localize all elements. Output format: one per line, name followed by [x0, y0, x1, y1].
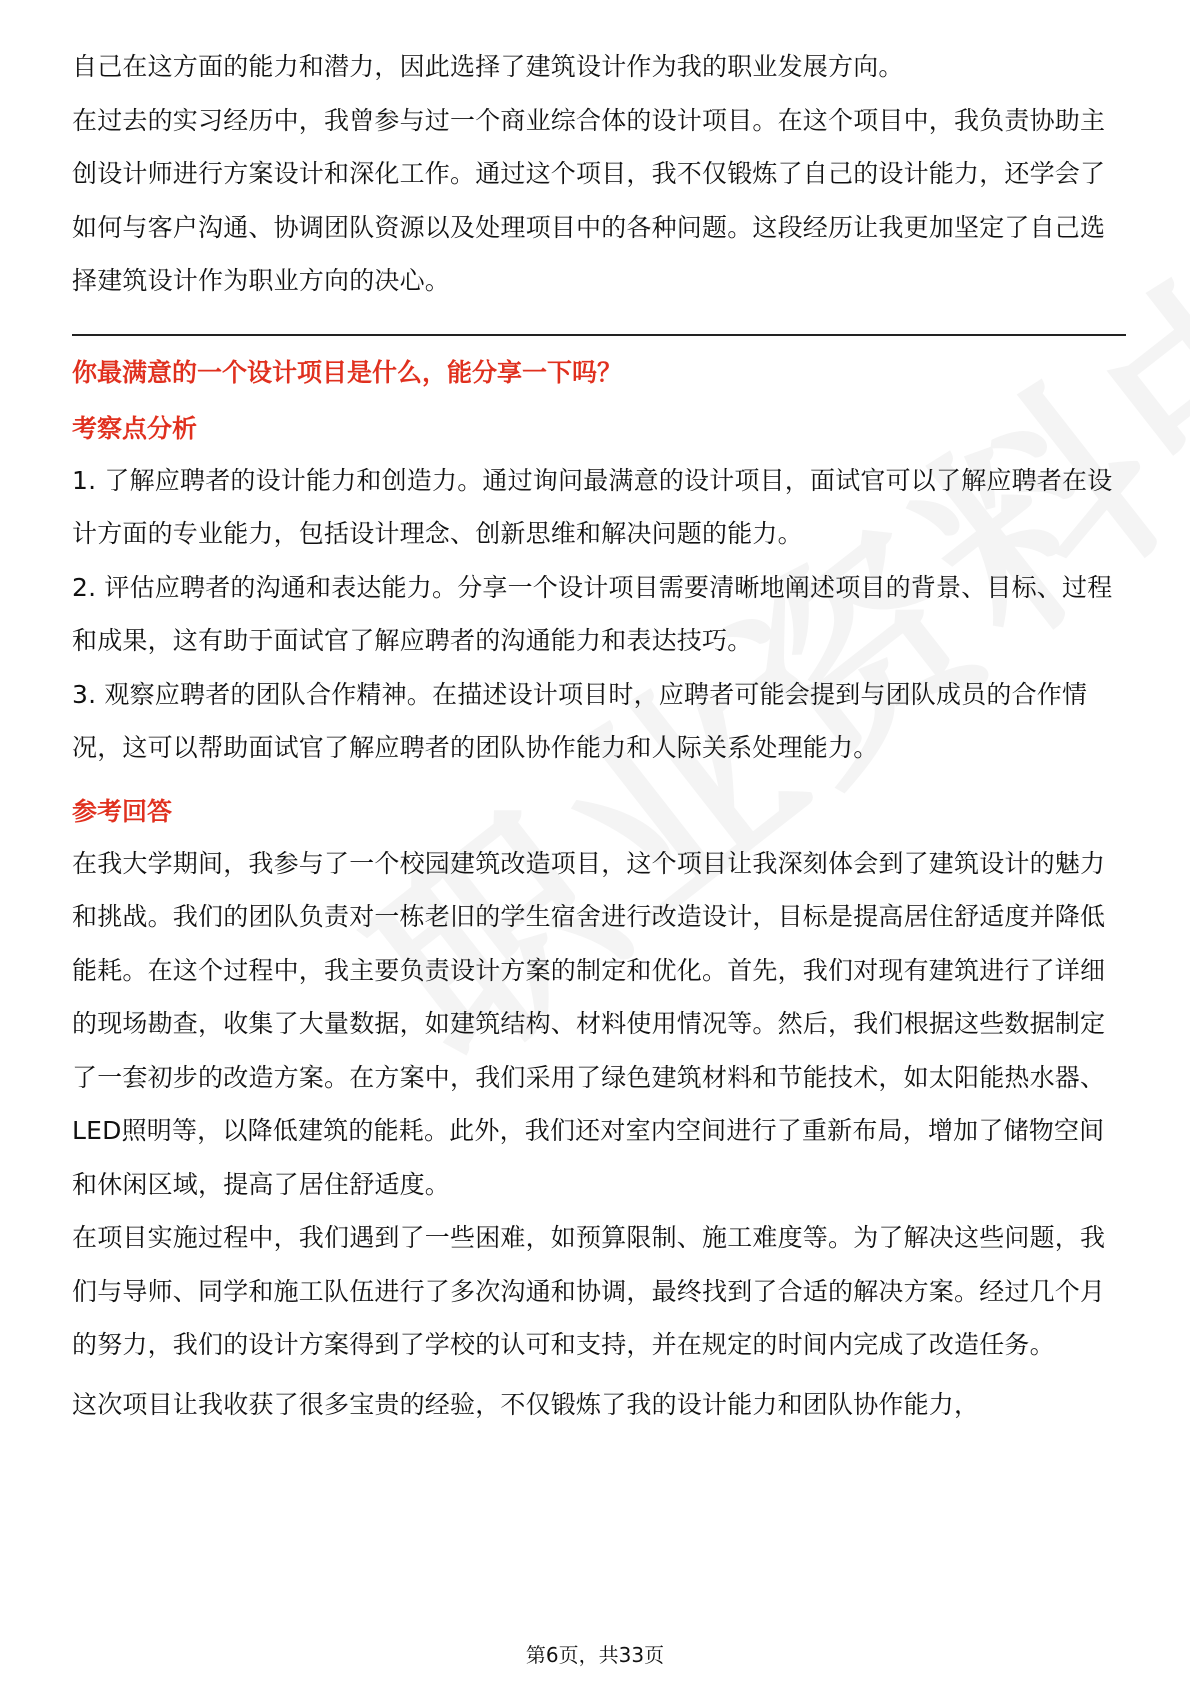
answer-paragraph-2: 在项目实施过程中，我们遇到了一些困难，如预算限制、施工难度等。为了解决这些问题，我们与导师、同学和施工队伍进行了多次沟通和协调，最终找到了合适的解决方案。经过几个月的努力，我们的设计方案得到了学校的认可和支持，并在规定的时间内完成了改造任务。 [72, 1223, 1106, 1359]
answer-heading: 参考回答 [72, 796, 173, 826]
section-divider [72, 334, 1126, 336]
answer-paragraph-1: 在我大学期间，我参与了一个校园建筑改造项目，这个项目让我深刻体会到了建筑设计的魅力和挑战。我们的团队负责对一栋老旧的学生宿舍进行改造设计，目标是提高居住舒适度并降低能耗。在这个过程中，我主要负责设计方案的制定和优化。首先，我们对现有建筑进行了详细的现场勘查，收集了大量数据，如建筑结构、材料使用情况等。然后，我们根据这些数据制定了一套初步的改造方案。在方案中，我们采用了绿色建筑材料和节能技术，如太阳能热水器、LED照明等，以降低建筑的能耗。此外，我们还对室内空间进行了重新布局，增加了储物空间和休闲区域，提高了居住舒适度。 [72, 848, 1106, 1199]
analysis-heading: 考察点分析 [72, 413, 198, 443]
analysis-item-2: 2. 评估应聘者的沟通和表达能力。分享一个设计项目需要清晰地阐述项目的背景、目标、过程和成果，这有助于面试官了解应聘者的沟通能力和表达技巧。 [72, 572, 1113, 655]
intro-paragraph: 在过去的实习经历中，我曾参与过一个商业综合体的设计项目。在这个项目中，我负责协助主创设计师进行方案设计和深化工作。通过这个项目，我不仅锻炼了自己的设计能力，还学会了如何与客户沟通、协调团队资源以及处理项目中的各种问题。这段经历让我更加坚定了自己选择建筑设计作为职业方向的决心。 [72, 105, 1106, 295]
analysis-item-1: 1. 了解应聘者的设计能力和创造力。通过询问最满意的设计项目，面试官可以了解应聘者在设计方面的专业能力，包括设计理念、创新思维和解决问题的能力。 [72, 465, 1113, 548]
intro-line: 自己在这方面的能力和潜力，因此选择了建筑设计作为我的职业发展方向。 [72, 52, 904, 81]
analysis-item-3: 3. 观察应聘者的团队合作精神。在描述设计项目时，应聘者可能会提到与团队成员的合作情况，这可以帮助面试官了解应聘者的团队协作能力和人际关系处理能力。 [72, 679, 1088, 762]
page-content [72, 40, 1126, 1431]
question-heading: 你最满意的一个设计项目是什么，能分享一下吗？ [72, 357, 623, 387]
page-number: 第6页，共33页 [525, 1643, 665, 1667]
answer-paragraph-3: 这次项目让我收获了很多宝贵的经验，不仅锻炼了我的设计能力和团队协作能力， [72, 1389, 980, 1419]
